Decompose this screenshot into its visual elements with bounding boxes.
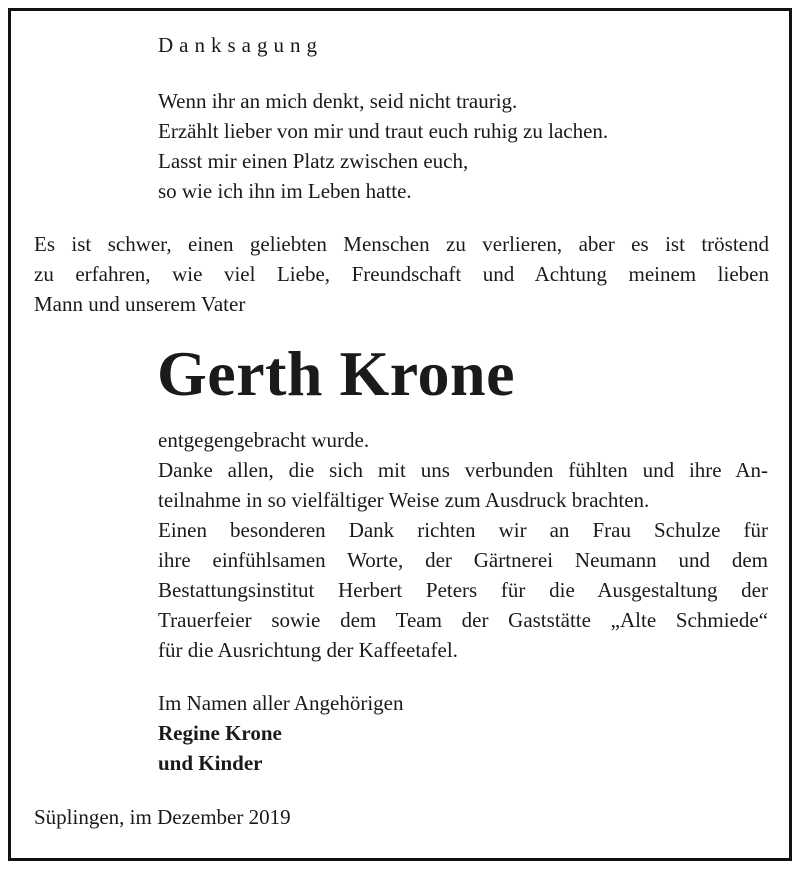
- signer-addition: und Kinder: [158, 751, 263, 775]
- thanks-line: Bestattungsinstitut Herbert Peters für die Ausgestaltung der: [158, 578, 768, 602]
- thanks-line: Einen besonderen Dank richten wir an Frau Schulze für: [158, 518, 768, 542]
- intro-paragraph: [34, 229, 769, 319]
- poem-line: Lasst mir einen Platz zwischen euch,: [158, 149, 469, 173]
- thanks-line: Trauerfeier sowie dem Team der Gaststätte „Alte Schmiede“: [158, 608, 768, 632]
- signer-name: Regine Krone: [158, 721, 282, 745]
- thanks-line: für die Ausrichtung der Kaffeetafel.: [158, 638, 458, 662]
- thanks-line: ihre einfühlsamen Worte, der Gärtnerei Neumann und dem: [158, 548, 768, 572]
- intro-line: zu erfahren, wie viel Liebe, Freundschaft und Achtung meinem lieben: [34, 262, 769, 286]
- intro-line: Es ist schwer, einen geliebten Menschen zu verlieren, aber es ist tröstend: [34, 232, 769, 256]
- thanks-line: Danke allen, die sich mit uns verbunden fühlten und ihre An-: [158, 458, 768, 482]
- intro-line: Mann und unserem Vater: [34, 292, 246, 316]
- poem-line: Wenn ihr an mich denkt, seid nicht traurig.: [158, 89, 518, 113]
- place-date: Süplingen, im Dezember 2019: [34, 805, 291, 829]
- notice-heading: Danksagung: [158, 33, 323, 57]
- thanks-line: entgegengebracht wurde.: [158, 428, 370, 452]
- closing-block: [158, 688, 404, 778]
- poem-block: [158, 86, 778, 206]
- poem-line: so wie ich ihn im Leben hatte.: [158, 179, 412, 203]
- poem-line: Erzählt lieber von mir und traut euch ruhig zu lachen.: [158, 119, 609, 143]
- thanks-paragraph: [158, 425, 768, 665]
- on-behalf-text: Im Namen aller Angehörigen: [158, 691, 404, 715]
- thanks-line: teilnahme in so vielfältiger Weise zum Ausdruck brachten.: [158, 488, 650, 512]
- deceased-name: Gerth Krone: [157, 338, 516, 409]
